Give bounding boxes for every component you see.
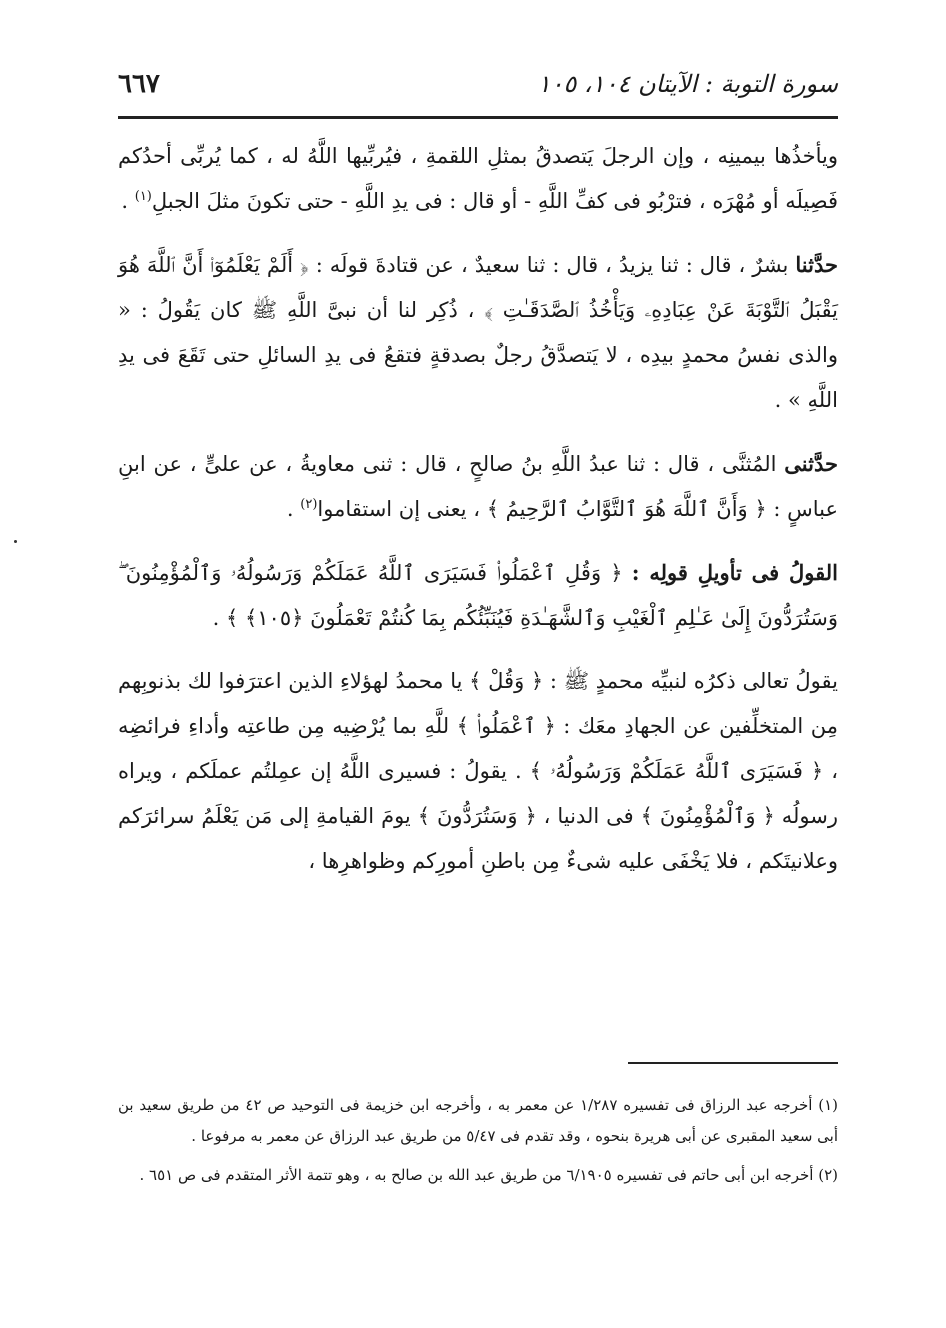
paragraph-3-text-b: ، يعنى إن استقاموا bbox=[317, 497, 487, 521]
header-title: سورة التوبة : الآيتان ١٠٤، ١٠٥ bbox=[537, 70, 838, 98]
main-text bbox=[118, 134, 838, 902]
footnote-1: (١) أخرجه عبد الرزاق فى تفسيره ١/٢٨٧ عن معمر به ، وأخرجه ابن خزيمة فى التوحيد ص ٤٢ من طريق سعيد بن أبى سعيد المقبرى عن أبى هريرة بنحوه ، وقد تقدم فى ٥/٤٧ من طريق عبد الرزاق عن معمر به مرفوعا . bbox=[118, 1096, 838, 1145]
quran-verse-1: ﴿ أَلَمْ يَعْلَمُوٓا۟ أَنَّ ٱللَّهَ هُوَ يَقْبَلُ ٱلتَّوْبَةَ عَنْ عِبَادِهِۦ وَيَأْخُذُ ٱلصَّدَقَـٰتِ ﴾ bbox=[118, 253, 838, 322]
paragraph-1-end: . bbox=[121, 189, 135, 213]
paragraph-3-text-a: المُثنَّى ، قال : ثنا عبدُ اللَّهِ بنُ صالحٍ ، قال : ثنى معاويةُ ، عن علىٍّ ، عن ابنِ عباسٍ : bbox=[118, 452, 838, 521]
paragraph-2-lead: حدَّثنا bbox=[795, 252, 838, 277]
quran-verse-3: ﴿ وَقُلِ ٱعْمَلُوا۟ فَسَيَرَى ٱللَّهُ عَمَلَكُمْ وَرَسُولُهُۥ وَٱلْمُؤْمِنُونَ ۖ وَسَتُرَدُّونَ إِلَىٰ عَـٰلِمِ ٱلْغَيْبِ وَٱلشَّهَـٰدَةِ فَيُنَبِّئُكُم بِمَا كُنتُمْ تَعْمَلُونَ ﴿١٠٥﴾ ﴾ bbox=[118, 561, 838, 630]
running-header bbox=[118, 60, 838, 108]
paragraph-2-text-b: ، ذُكِر لنا أن نبىَّ اللَّهِ ﷺ كان يَقُولُ : « والذى نفسُ محمدٍ بيدِه ، لا يَتصدَّقُ رجلٌ بصدقةٍ فتقعُ فى يدِ السائلِ حتى تَقَعَ فى يدِ اللَّهِ » . bbox=[118, 298, 838, 412]
paragraph-5 bbox=[118, 659, 838, 884]
footnote-ref-1[interactable]: (١) bbox=[134, 189, 152, 204]
paragraph-4 bbox=[118, 550, 838, 641]
paragraph-2 bbox=[118, 242, 838, 423]
paragraph-3 bbox=[118, 441, 838, 532]
paragraph-5-text: يقولُ تعالى ذكرُه لنبيِّه محمدٍ ﷺ : ﴿ وَقُلْ ﴾ يا محمدُ لهؤلاءِ الذين اعترَفوا لك بذنوبِهم مِن المتخلِّفين عن الجهادِ معَك : ﴿ ٱعْمَلُوا۟ ﴾ للَّهِ بما يُرْضِيه مِن طاعتِه وأداءِ فرائضِه ، ﴿ فَسَيَرَى ٱللَّهُ عَمَلَكُمْ وَرَسُولُهُۥ ﴾ . يقولُ : فسيرى اللَّهُ إن عمِلتُم عملَكم ، ويراه رسولُه ﴿ وَٱلْمُؤْمِنُونَ ﴾ فى الدنيا ، ﴿ وَسَتُرَدُّونَ ﴾ يومَ القيامةِ إلى مَن يَعْلَمُ سرائرَكم وعلانيتَكم ، فلا يَخْفَى عليه شىءٌ مِن باطنِ أمورِكم وظواهرِها ، bbox=[118, 669, 838, 873]
paragraph-1 bbox=[118, 134, 838, 224]
quran-verse-2: ﴿ وَأَنَّ ٱللَّهَ هُوَ ٱلتَّوَّابُ ٱلرَّحِيمُ ﴾ bbox=[486, 497, 767, 521]
footnote-2: (٢) أخرجه ابن أبى حاتم فى تفسيره ٦/١٩٠٥ من طريق عبد الله بن صالح به ، وهو تتمة الأثر المتقدم فى ص ٦٥١ . bbox=[139, 1166, 838, 1184]
book-page bbox=[118, 40, 838, 1300]
margin-dot bbox=[14, 540, 17, 543]
page-number: ٦٦٧ bbox=[118, 69, 160, 99]
footnote-rule bbox=[628, 1062, 838, 1064]
footnotes bbox=[118, 1090, 838, 1199]
paragraph-3-end: . bbox=[286, 497, 301, 521]
header-rule bbox=[118, 116, 838, 119]
paragraph-4-lead: القولُ فى تأويلِ قولِه : bbox=[631, 560, 838, 585]
paragraph-4-end: . bbox=[212, 606, 226, 630]
paragraph-2-text-a: بشرٌ ، قال : ثنا يزيدُ ، قال : ثنا سعيدٌ ، عن قتادةَ قولَه : bbox=[308, 253, 796, 277]
paragraph-1-text: ويأخذُها بيمينِه ، وإن الرجلَ يَتصدقُ بمثلِ اللقمةِ ، فيُربِّيها اللَّهُ له ، كما يُربِّى أحدُكم فَصِيلَه أو مُهْرَه ، فترْبُو فى كفِّ اللَّهِ - أو قال : فى يدِ اللَّهِ - حتى تكونَ مثلَ الجبلِ bbox=[118, 144, 838, 213]
footnote-ref-2[interactable]: (٢) bbox=[300, 497, 318, 512]
paragraph-3-lead: حدَّثنى bbox=[784, 451, 838, 476]
